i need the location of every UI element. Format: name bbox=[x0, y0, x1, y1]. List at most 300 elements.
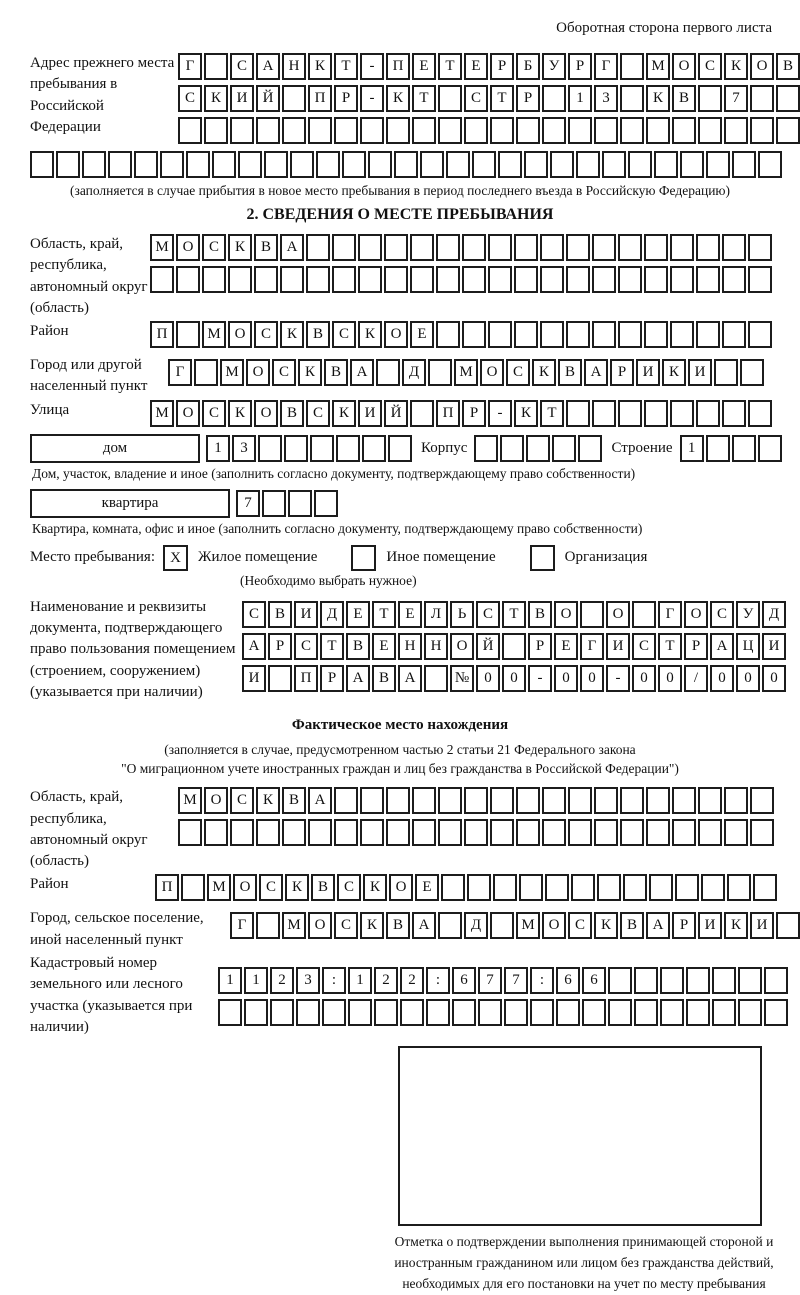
char-cell bbox=[542, 819, 566, 846]
char-cell bbox=[270, 999, 294, 1026]
char-cell bbox=[654, 151, 678, 178]
char-cell: П bbox=[150, 321, 174, 348]
option-other-premises-label: Иное помещение bbox=[386, 549, 496, 566]
char-cell bbox=[264, 151, 288, 178]
char-cell bbox=[490, 819, 514, 846]
char-cell bbox=[670, 234, 694, 261]
char-cell: В bbox=[268, 601, 292, 628]
char-cell: Т bbox=[320, 633, 344, 660]
char-cell: В bbox=[282, 787, 306, 814]
char-cell bbox=[578, 435, 602, 462]
char-cell bbox=[550, 151, 574, 178]
char-cell bbox=[592, 400, 616, 427]
char-cell bbox=[696, 266, 720, 293]
char-cell: Е bbox=[398, 601, 422, 628]
char-cell bbox=[284, 435, 308, 462]
char-cell: Г bbox=[594, 53, 618, 80]
char-cell: К bbox=[228, 400, 252, 427]
char-cell bbox=[750, 787, 774, 814]
char-cell bbox=[160, 151, 184, 178]
char-cell: Е bbox=[346, 601, 370, 628]
char-row bbox=[178, 819, 776, 846]
char-cell bbox=[490, 912, 514, 939]
char-cell: Р bbox=[320, 665, 344, 692]
char-cell: Г bbox=[580, 633, 604, 660]
char-cell bbox=[228, 266, 252, 293]
char-cell bbox=[514, 321, 538, 348]
char-cell: 0 bbox=[632, 665, 656, 692]
char-cell bbox=[280, 266, 304, 293]
char-cell: Е bbox=[372, 633, 396, 660]
document-cells bbox=[242, 597, 788, 697]
char-cell: С bbox=[334, 912, 358, 939]
char-cell: : bbox=[530, 967, 554, 994]
char-cell: 7 bbox=[724, 85, 748, 112]
house-caption: Дом, участок, владение и иное (заполнить согласно документу, подтверждающему право собственности) bbox=[32, 465, 636, 481]
char-cell: В bbox=[311, 874, 335, 901]
char-cell bbox=[472, 151, 496, 178]
char-cell bbox=[530, 999, 554, 1026]
char-cell bbox=[488, 234, 512, 261]
char-cell bbox=[412, 117, 436, 144]
char-cell bbox=[632, 601, 656, 628]
char-cell bbox=[368, 151, 392, 178]
char-cell: 1 bbox=[244, 967, 268, 994]
char-cell bbox=[386, 819, 410, 846]
char-cell bbox=[644, 266, 668, 293]
char-cell bbox=[394, 151, 418, 178]
cadastral-label: Кадастровый номер земельного или лесного участка (указывается при наличии) bbox=[30, 955, 193, 1035]
char-cell bbox=[592, 234, 616, 261]
char-cell bbox=[358, 234, 382, 261]
char-cell bbox=[150, 266, 174, 293]
char-cell: 0 bbox=[580, 665, 604, 692]
char-cell bbox=[634, 967, 658, 994]
char-cell: К bbox=[308, 53, 332, 80]
char-cell bbox=[618, 266, 642, 293]
char-cell: О bbox=[542, 912, 566, 939]
char-cell bbox=[706, 151, 730, 178]
char-cell: 1 bbox=[348, 967, 372, 994]
char-cell: О bbox=[606, 601, 630, 628]
char-cell bbox=[438, 819, 462, 846]
char-cell: А bbox=[412, 912, 436, 939]
char-cell bbox=[776, 912, 800, 939]
char-cell bbox=[490, 117, 514, 144]
char-cell bbox=[322, 999, 346, 1026]
char-cell bbox=[592, 321, 616, 348]
char-cell bbox=[698, 819, 722, 846]
char-cell: В bbox=[528, 601, 552, 628]
char-cell: И bbox=[688, 359, 712, 386]
char-cell bbox=[680, 151, 704, 178]
char-cell: О bbox=[176, 400, 200, 427]
char-cell: О bbox=[450, 633, 474, 660]
char-cell: С bbox=[272, 359, 296, 386]
char-cell bbox=[580, 601, 604, 628]
fact-district-block bbox=[30, 874, 800, 906]
char-cell: К bbox=[662, 359, 686, 386]
char-cell bbox=[438, 117, 462, 144]
document-block bbox=[30, 597, 800, 703]
city-block bbox=[30, 355, 800, 398]
char-cell bbox=[526, 435, 550, 462]
char-cell bbox=[675, 874, 699, 901]
char-cell: Р bbox=[462, 400, 486, 427]
char-cell: С bbox=[710, 601, 734, 628]
prev-address-caption: (заполняется в случае прибытия в новое место пребывания в период последнего въезда в Российскую Федерацию) bbox=[69, 183, 731, 198]
char-cell bbox=[238, 151, 262, 178]
char-cell bbox=[332, 234, 356, 261]
char-cell: Б bbox=[516, 53, 540, 80]
char-cell bbox=[660, 999, 684, 1026]
char-cell bbox=[308, 819, 332, 846]
char-cell: / bbox=[684, 665, 708, 692]
char-cell: А bbox=[346, 665, 370, 692]
char-cell bbox=[424, 665, 448, 692]
char-cell: С bbox=[464, 85, 488, 112]
fact-city-block bbox=[30, 908, 800, 951]
char-cell bbox=[306, 266, 330, 293]
char-cell bbox=[374, 999, 398, 1026]
char-cell: Г bbox=[658, 601, 682, 628]
char-cell: О bbox=[750, 53, 774, 80]
char-cell bbox=[670, 400, 694, 427]
char-cell bbox=[388, 435, 412, 462]
char-cell: № bbox=[450, 665, 474, 692]
char-cell bbox=[620, 53, 644, 80]
char-cell bbox=[568, 117, 592, 144]
prev-address-block bbox=[30, 53, 800, 149]
char-cell bbox=[452, 999, 476, 1026]
char-cell bbox=[571, 874, 595, 901]
char-cell bbox=[634, 999, 658, 1026]
char-cell bbox=[316, 151, 340, 178]
char-cell bbox=[514, 234, 538, 261]
char-cell: С bbox=[254, 321, 278, 348]
char-cell bbox=[618, 400, 642, 427]
char-cell bbox=[758, 151, 782, 178]
district-block bbox=[30, 321, 800, 353]
char-cell bbox=[644, 321, 668, 348]
char-cell bbox=[256, 912, 280, 939]
char-cell: 0 bbox=[502, 665, 526, 692]
char-cell: О bbox=[554, 601, 578, 628]
char-cell: К bbox=[298, 359, 322, 386]
char-cell: К bbox=[280, 321, 304, 348]
char-cell bbox=[376, 359, 400, 386]
char-cell bbox=[758, 435, 782, 462]
char-cell bbox=[542, 85, 566, 112]
char-cell bbox=[764, 999, 788, 1026]
char-cell bbox=[646, 787, 670, 814]
region-label: Область, край, республика, автономный округ (область) bbox=[30, 236, 148, 316]
char-cell bbox=[750, 85, 774, 112]
char-cell bbox=[732, 435, 756, 462]
char-cell bbox=[181, 874, 205, 901]
char-cell bbox=[134, 151, 158, 178]
char-cell bbox=[384, 266, 408, 293]
char-cell: П bbox=[436, 400, 460, 427]
char-cell bbox=[776, 117, 800, 144]
confirmation-stamp-box bbox=[398, 1046, 762, 1226]
char-cell bbox=[384, 234, 408, 261]
char-cell bbox=[698, 85, 722, 112]
char-cell bbox=[542, 787, 566, 814]
char-cell: Д bbox=[464, 912, 488, 939]
char-cell: Н bbox=[398, 633, 422, 660]
char-cell: В bbox=[776, 53, 800, 80]
prev-address-label: Адрес прежнего места пребывания в Российской Федерации bbox=[30, 55, 175, 135]
char-cell bbox=[540, 321, 564, 348]
char-cell bbox=[358, 266, 382, 293]
char-cell bbox=[360, 117, 384, 144]
char-cell: Е bbox=[554, 633, 578, 660]
char-cell: Р bbox=[516, 85, 540, 112]
char-cell bbox=[556, 999, 580, 1026]
region-block bbox=[30, 234, 800, 319]
char-cell bbox=[686, 967, 710, 994]
char-cell: Г bbox=[230, 912, 254, 939]
char-cell: К bbox=[363, 874, 387, 901]
char-cell bbox=[670, 266, 694, 293]
char-cell bbox=[516, 787, 540, 814]
char-cell bbox=[514, 266, 538, 293]
char-cell bbox=[464, 787, 488, 814]
char-row bbox=[230, 908, 800, 939]
char-cell: 6 bbox=[582, 967, 606, 994]
char-cell bbox=[776, 85, 800, 112]
fact-note-line2: "О миграционном учете иностранных граждан и лиц без гражданства в Российской Федерации") bbox=[121, 761, 679, 777]
char-cell: М bbox=[454, 359, 478, 386]
char-cell bbox=[618, 321, 642, 348]
char-cell bbox=[420, 151, 444, 178]
char-cell bbox=[740, 359, 764, 386]
char-cell: М bbox=[516, 912, 540, 939]
char-cell: 7 bbox=[236, 490, 260, 517]
char-cell bbox=[696, 400, 720, 427]
char-cell bbox=[696, 321, 720, 348]
char-cell: А bbox=[242, 633, 266, 660]
char-cell: Г bbox=[168, 359, 192, 386]
char-cell bbox=[608, 999, 632, 1026]
char-cell: К bbox=[594, 912, 618, 939]
char-cell bbox=[490, 787, 514, 814]
char-cell bbox=[748, 321, 772, 348]
char-cell bbox=[386, 117, 410, 144]
char-cell bbox=[288, 490, 312, 517]
char-cell: К bbox=[646, 85, 670, 112]
char-cell bbox=[204, 53, 228, 80]
city-label: Город или другой населенный пункт bbox=[30, 357, 148, 395]
char-cell bbox=[748, 234, 772, 261]
char-cell bbox=[524, 151, 548, 178]
char-cell bbox=[672, 819, 696, 846]
char-cell bbox=[722, 321, 746, 348]
char-cell bbox=[56, 151, 80, 178]
char-cell: 6 bbox=[556, 967, 580, 994]
char-cell: С bbox=[506, 359, 530, 386]
char-cell: 1 bbox=[218, 967, 242, 994]
char-cell bbox=[360, 787, 384, 814]
char-cell bbox=[254, 266, 278, 293]
char-cell bbox=[464, 819, 488, 846]
apartment-box-label: квартира bbox=[30, 489, 230, 518]
char-cell bbox=[410, 266, 434, 293]
char-cell: А bbox=[350, 359, 374, 386]
char-cell: Р bbox=[490, 53, 514, 80]
char-cell bbox=[608, 967, 632, 994]
char-cell: В bbox=[324, 359, 348, 386]
char-cell: 0 bbox=[710, 665, 734, 692]
char-cell bbox=[566, 234, 590, 261]
char-cell bbox=[753, 874, 777, 901]
char-cell: Т bbox=[490, 85, 514, 112]
char-cell bbox=[412, 787, 436, 814]
char-cell: К bbox=[724, 53, 748, 80]
stroenie-label: Строение bbox=[611, 439, 673, 456]
char-row bbox=[150, 234, 774, 261]
char-cell: И bbox=[358, 400, 382, 427]
char-cell bbox=[764, 967, 788, 994]
char-cell: 1 bbox=[680, 435, 704, 462]
char-cell bbox=[438, 787, 462, 814]
char-cell bbox=[712, 999, 736, 1026]
char-cell bbox=[592, 266, 616, 293]
char-cell: В bbox=[386, 912, 410, 939]
char-cell bbox=[738, 999, 762, 1026]
char-cell: В bbox=[306, 321, 330, 348]
char-cell bbox=[212, 151, 236, 178]
char-cell: 2 bbox=[374, 967, 398, 994]
char-cell bbox=[628, 151, 652, 178]
char-cell: К bbox=[514, 400, 538, 427]
char-cell bbox=[474, 435, 498, 462]
checkbox-other-premises bbox=[351, 545, 376, 571]
street-block bbox=[30, 400, 800, 432]
house-row bbox=[30, 434, 800, 463]
char-cell bbox=[446, 151, 470, 178]
char-cell bbox=[623, 874, 647, 901]
char-cell: Т bbox=[502, 601, 526, 628]
char-cell bbox=[696, 234, 720, 261]
char-cell bbox=[670, 321, 694, 348]
char-cell bbox=[412, 819, 436, 846]
char-cell: И bbox=[606, 633, 630, 660]
checkbox-residential: X bbox=[163, 545, 188, 571]
char-cell: П bbox=[155, 874, 179, 901]
char-cell bbox=[750, 117, 774, 144]
char-cell: 0 bbox=[476, 665, 500, 692]
char-cell bbox=[732, 151, 756, 178]
char-cell bbox=[712, 967, 736, 994]
char-cell bbox=[646, 117, 670, 144]
char-cell: А bbox=[280, 234, 304, 261]
char-cell: П bbox=[294, 665, 318, 692]
char-cell bbox=[360, 819, 384, 846]
char-cell bbox=[566, 266, 590, 293]
char-cell bbox=[282, 117, 306, 144]
char-cell bbox=[722, 400, 746, 427]
street-label: Улица bbox=[30, 401, 70, 418]
char-cell bbox=[672, 117, 696, 144]
char-cell bbox=[519, 874, 543, 901]
char-cell bbox=[436, 266, 460, 293]
char-cell bbox=[542, 117, 566, 144]
char-cell bbox=[386, 787, 410, 814]
char-cell bbox=[594, 787, 618, 814]
char-cell: О bbox=[254, 400, 278, 427]
char-cell bbox=[268, 665, 292, 692]
char-cell: К bbox=[360, 912, 384, 939]
fact-region-block bbox=[30, 787, 800, 872]
char-cell bbox=[462, 234, 486, 261]
char-cell: С bbox=[306, 400, 330, 427]
char-row bbox=[242, 601, 788, 628]
char-cell: К bbox=[204, 85, 228, 112]
char-cell bbox=[428, 359, 452, 386]
char-row bbox=[30, 151, 800, 178]
char-cell: Т bbox=[372, 601, 396, 628]
char-cell bbox=[467, 874, 491, 901]
char-cell: 3 bbox=[232, 435, 256, 462]
checkbox-organization bbox=[530, 545, 555, 571]
char-cell: С bbox=[632, 633, 656, 660]
char-cell bbox=[597, 874, 621, 901]
char-cell: С bbox=[202, 400, 226, 427]
char-cell: Д bbox=[762, 601, 786, 628]
char-cell bbox=[649, 874, 673, 901]
char-cell bbox=[462, 321, 486, 348]
char-cell: Д bbox=[320, 601, 344, 628]
char-cell: - bbox=[360, 53, 384, 80]
place-type-row bbox=[30, 545, 800, 571]
char-cell bbox=[701, 874, 725, 901]
char-cell bbox=[722, 234, 746, 261]
char-cell: 0 bbox=[554, 665, 578, 692]
char-cell: И bbox=[762, 633, 786, 660]
char-cell: 2 bbox=[270, 967, 294, 994]
char-cell: О bbox=[480, 359, 504, 386]
char-cell: 1 bbox=[206, 435, 230, 462]
char-cell: С bbox=[568, 912, 592, 939]
char-cell bbox=[488, 321, 512, 348]
char-cell bbox=[552, 435, 576, 462]
char-cell bbox=[296, 999, 320, 1026]
region-cells bbox=[150, 234, 774, 298]
char-cell: А bbox=[256, 53, 280, 80]
char-cell: М bbox=[220, 359, 244, 386]
char-cell: Т bbox=[412, 85, 436, 112]
char-cell: О bbox=[176, 234, 200, 261]
char-cell bbox=[410, 234, 434, 261]
char-cell: С bbox=[242, 601, 266, 628]
char-cell: С bbox=[230, 787, 254, 814]
fact-note-line1: (заполняется в случае, предусмотренном частью 2 статьи 21 Федерального закона bbox=[164, 742, 636, 758]
char-cell bbox=[178, 117, 202, 144]
char-cell: С bbox=[337, 874, 361, 901]
char-row bbox=[680, 435, 784, 462]
char-cell: - bbox=[606, 665, 630, 692]
char-cell bbox=[727, 874, 751, 901]
char-cell bbox=[748, 266, 772, 293]
char-cell: М bbox=[202, 321, 226, 348]
char-cell bbox=[462, 266, 486, 293]
char-cell: 3 bbox=[594, 85, 618, 112]
char-cell bbox=[202, 266, 226, 293]
fact-district-label: Район bbox=[30, 876, 69, 893]
char-cell bbox=[308, 117, 332, 144]
